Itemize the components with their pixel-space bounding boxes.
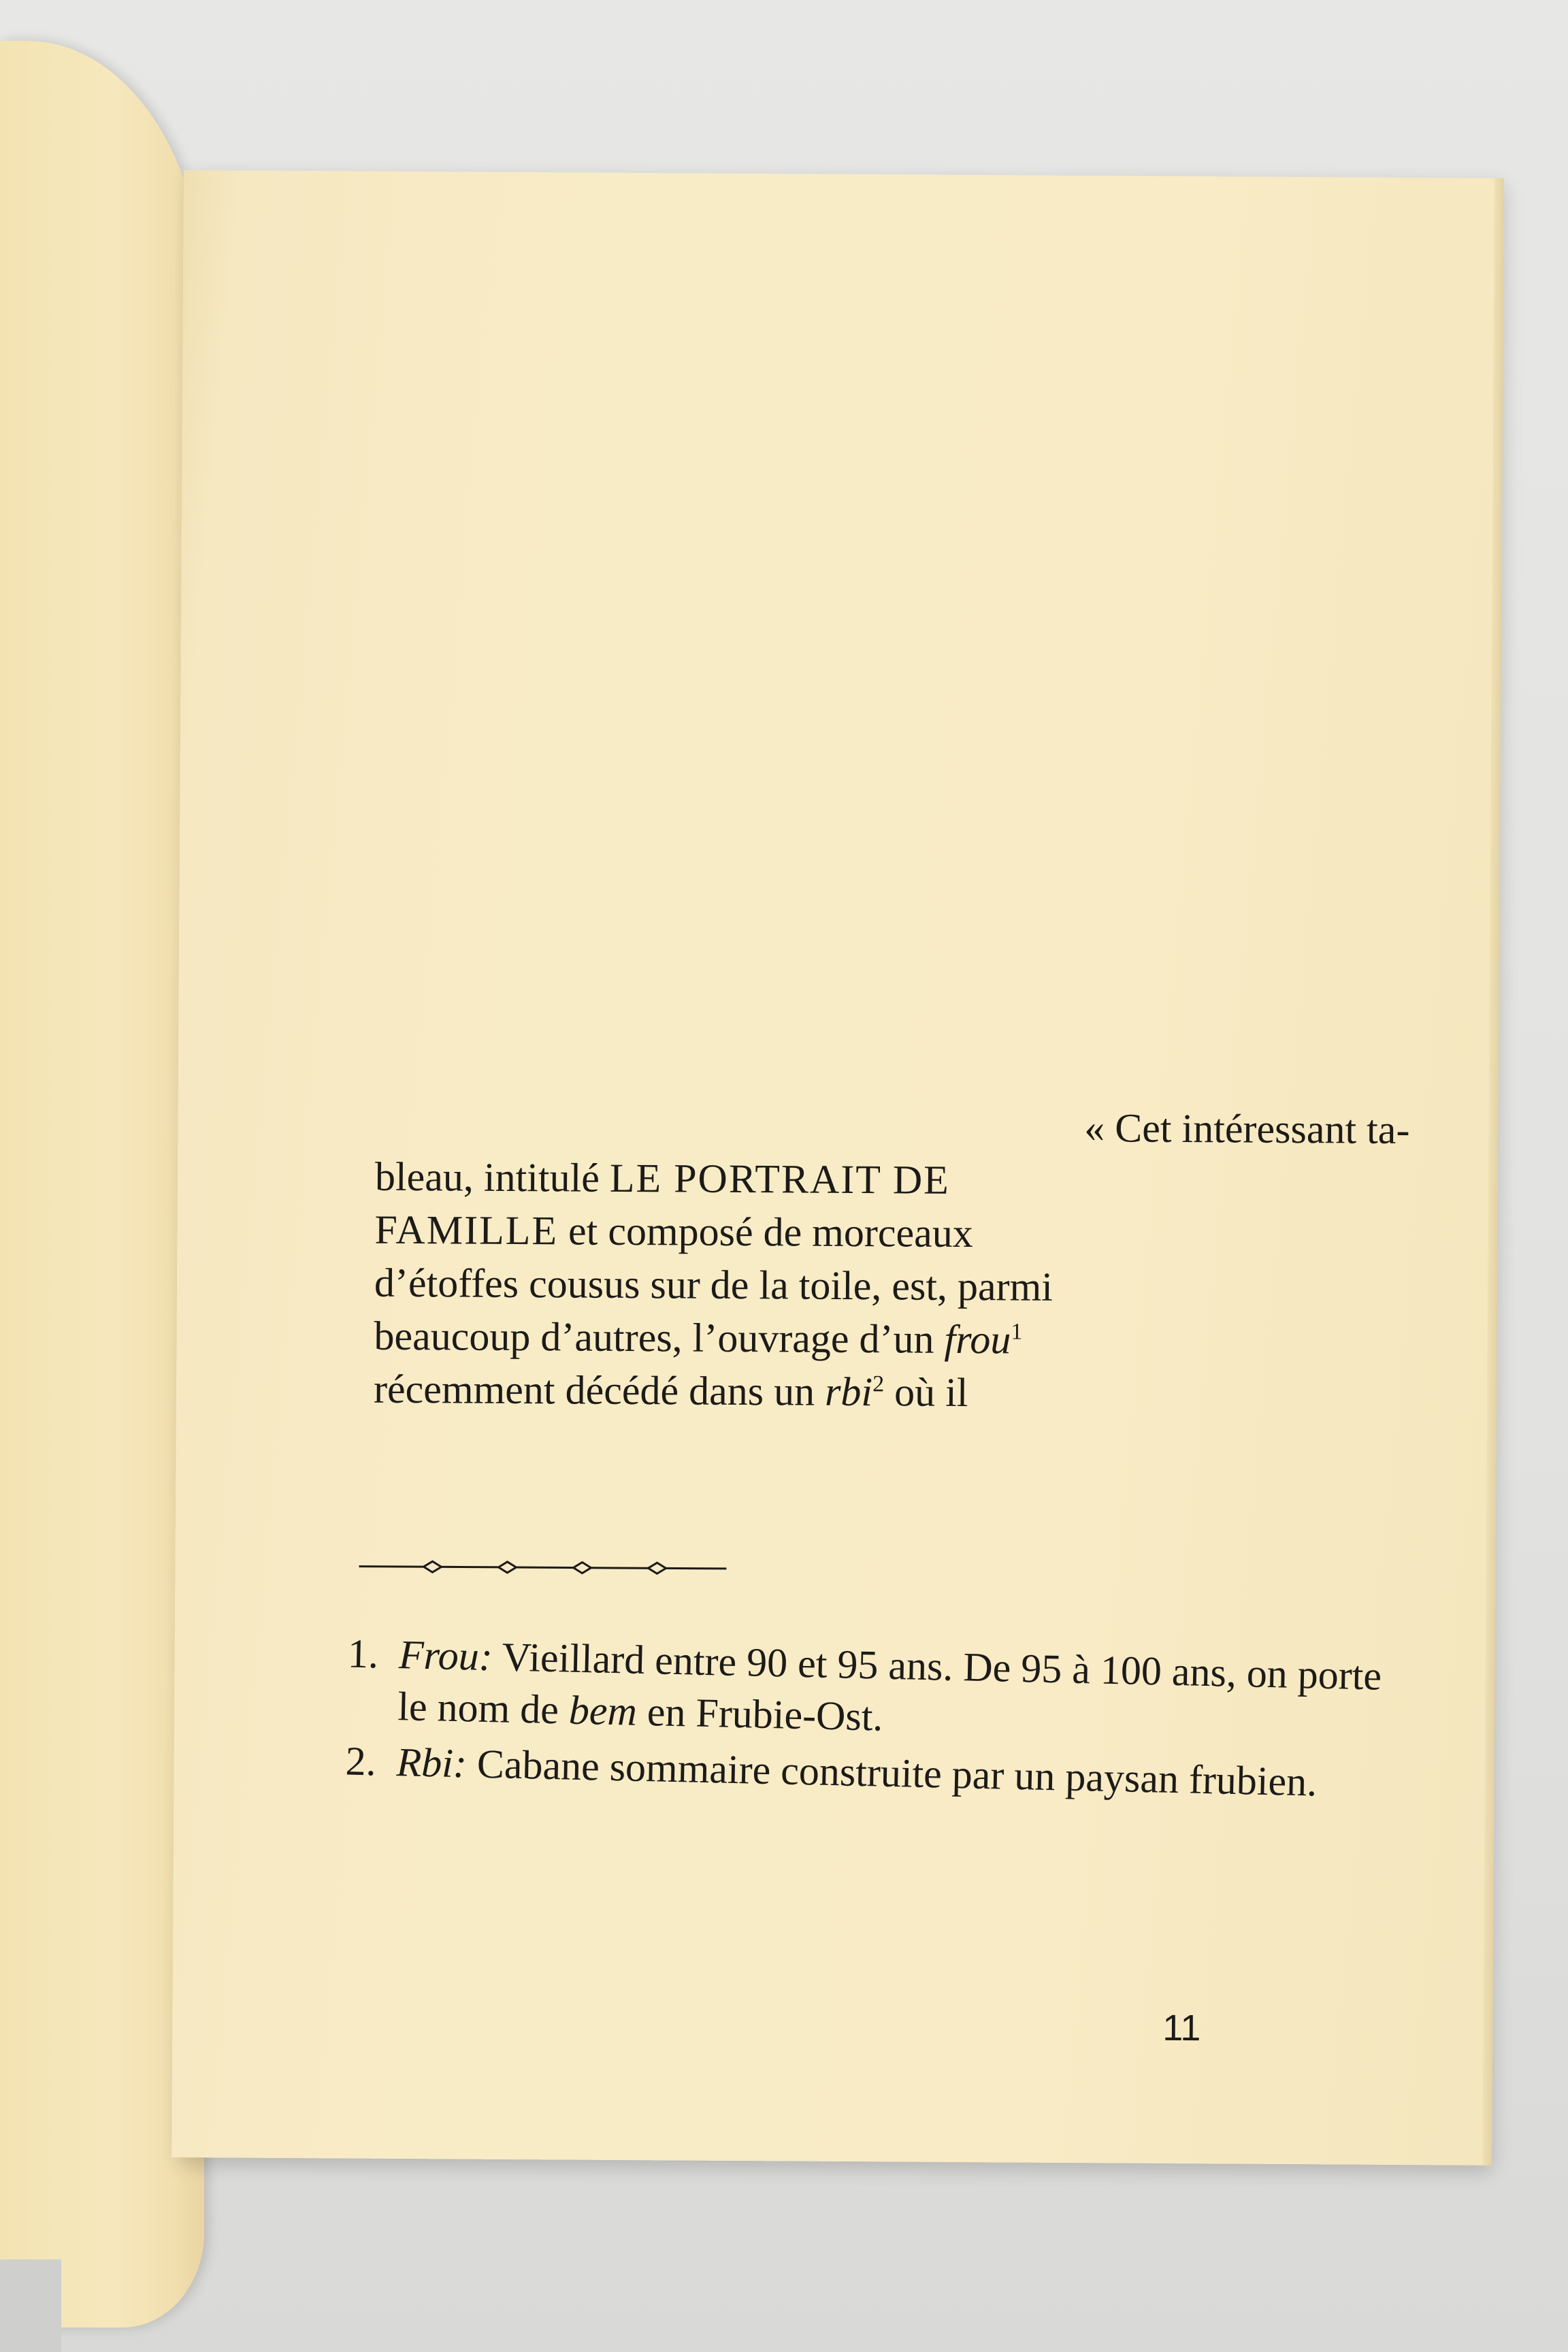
- table-surface: [0, 2259, 61, 2352]
- paragraph-line-6: récemment décédé dans un rbi$^2$ où il: [373, 1366, 968, 1416]
- footnote-text: Rbi: Cabane sommaire construite par un paysan frubien.: [395, 1740, 1318, 1805]
- footnote-ref-2: 2: [872, 1371, 885, 1397]
- footnotes: [345, 1628, 1410, 1814]
- footnote-1: [346, 1628, 1410, 1754]
- page-number: 11: [1162, 2007, 1201, 2049]
- paragraph-line-3: FAMILLE et composé de morceaux: [374, 1207, 973, 1256]
- footnote-ref-1: 1: [1011, 1319, 1023, 1345]
- paragraph-line-2: bleau, intitulé LE PORTRAIT DE: [374, 1154, 951, 1203]
- page-edge: [1482, 178, 1504, 2166]
- paragraph-line-5: beaucoup d’autres, l’ouvrage d’un frou$^1$: [374, 1313, 1023, 1362]
- footnote-separator-ornament: [359, 1553, 726, 1582]
- footnote-text: Frou: Vieillard entre 90 et 95 ans. De 95 à 100 ans, on porte le nom de bem en Frubie-Ost.: [397, 1632, 1382, 1740]
- paragraph-line-1: « Cet intéressant ta-: [1084, 1105, 1410, 1153]
- book-page: [172, 170, 1497, 2166]
- paragraph-line-4: d’étoffes cousus sur de la toile, est, parmi: [374, 1260, 1054, 1309]
- footnote-number: 2.: [344, 1738, 377, 1784]
- main-paragraph: [374, 1097, 1410, 1422]
- footnote-number: 1.: [347, 1631, 379, 1677]
